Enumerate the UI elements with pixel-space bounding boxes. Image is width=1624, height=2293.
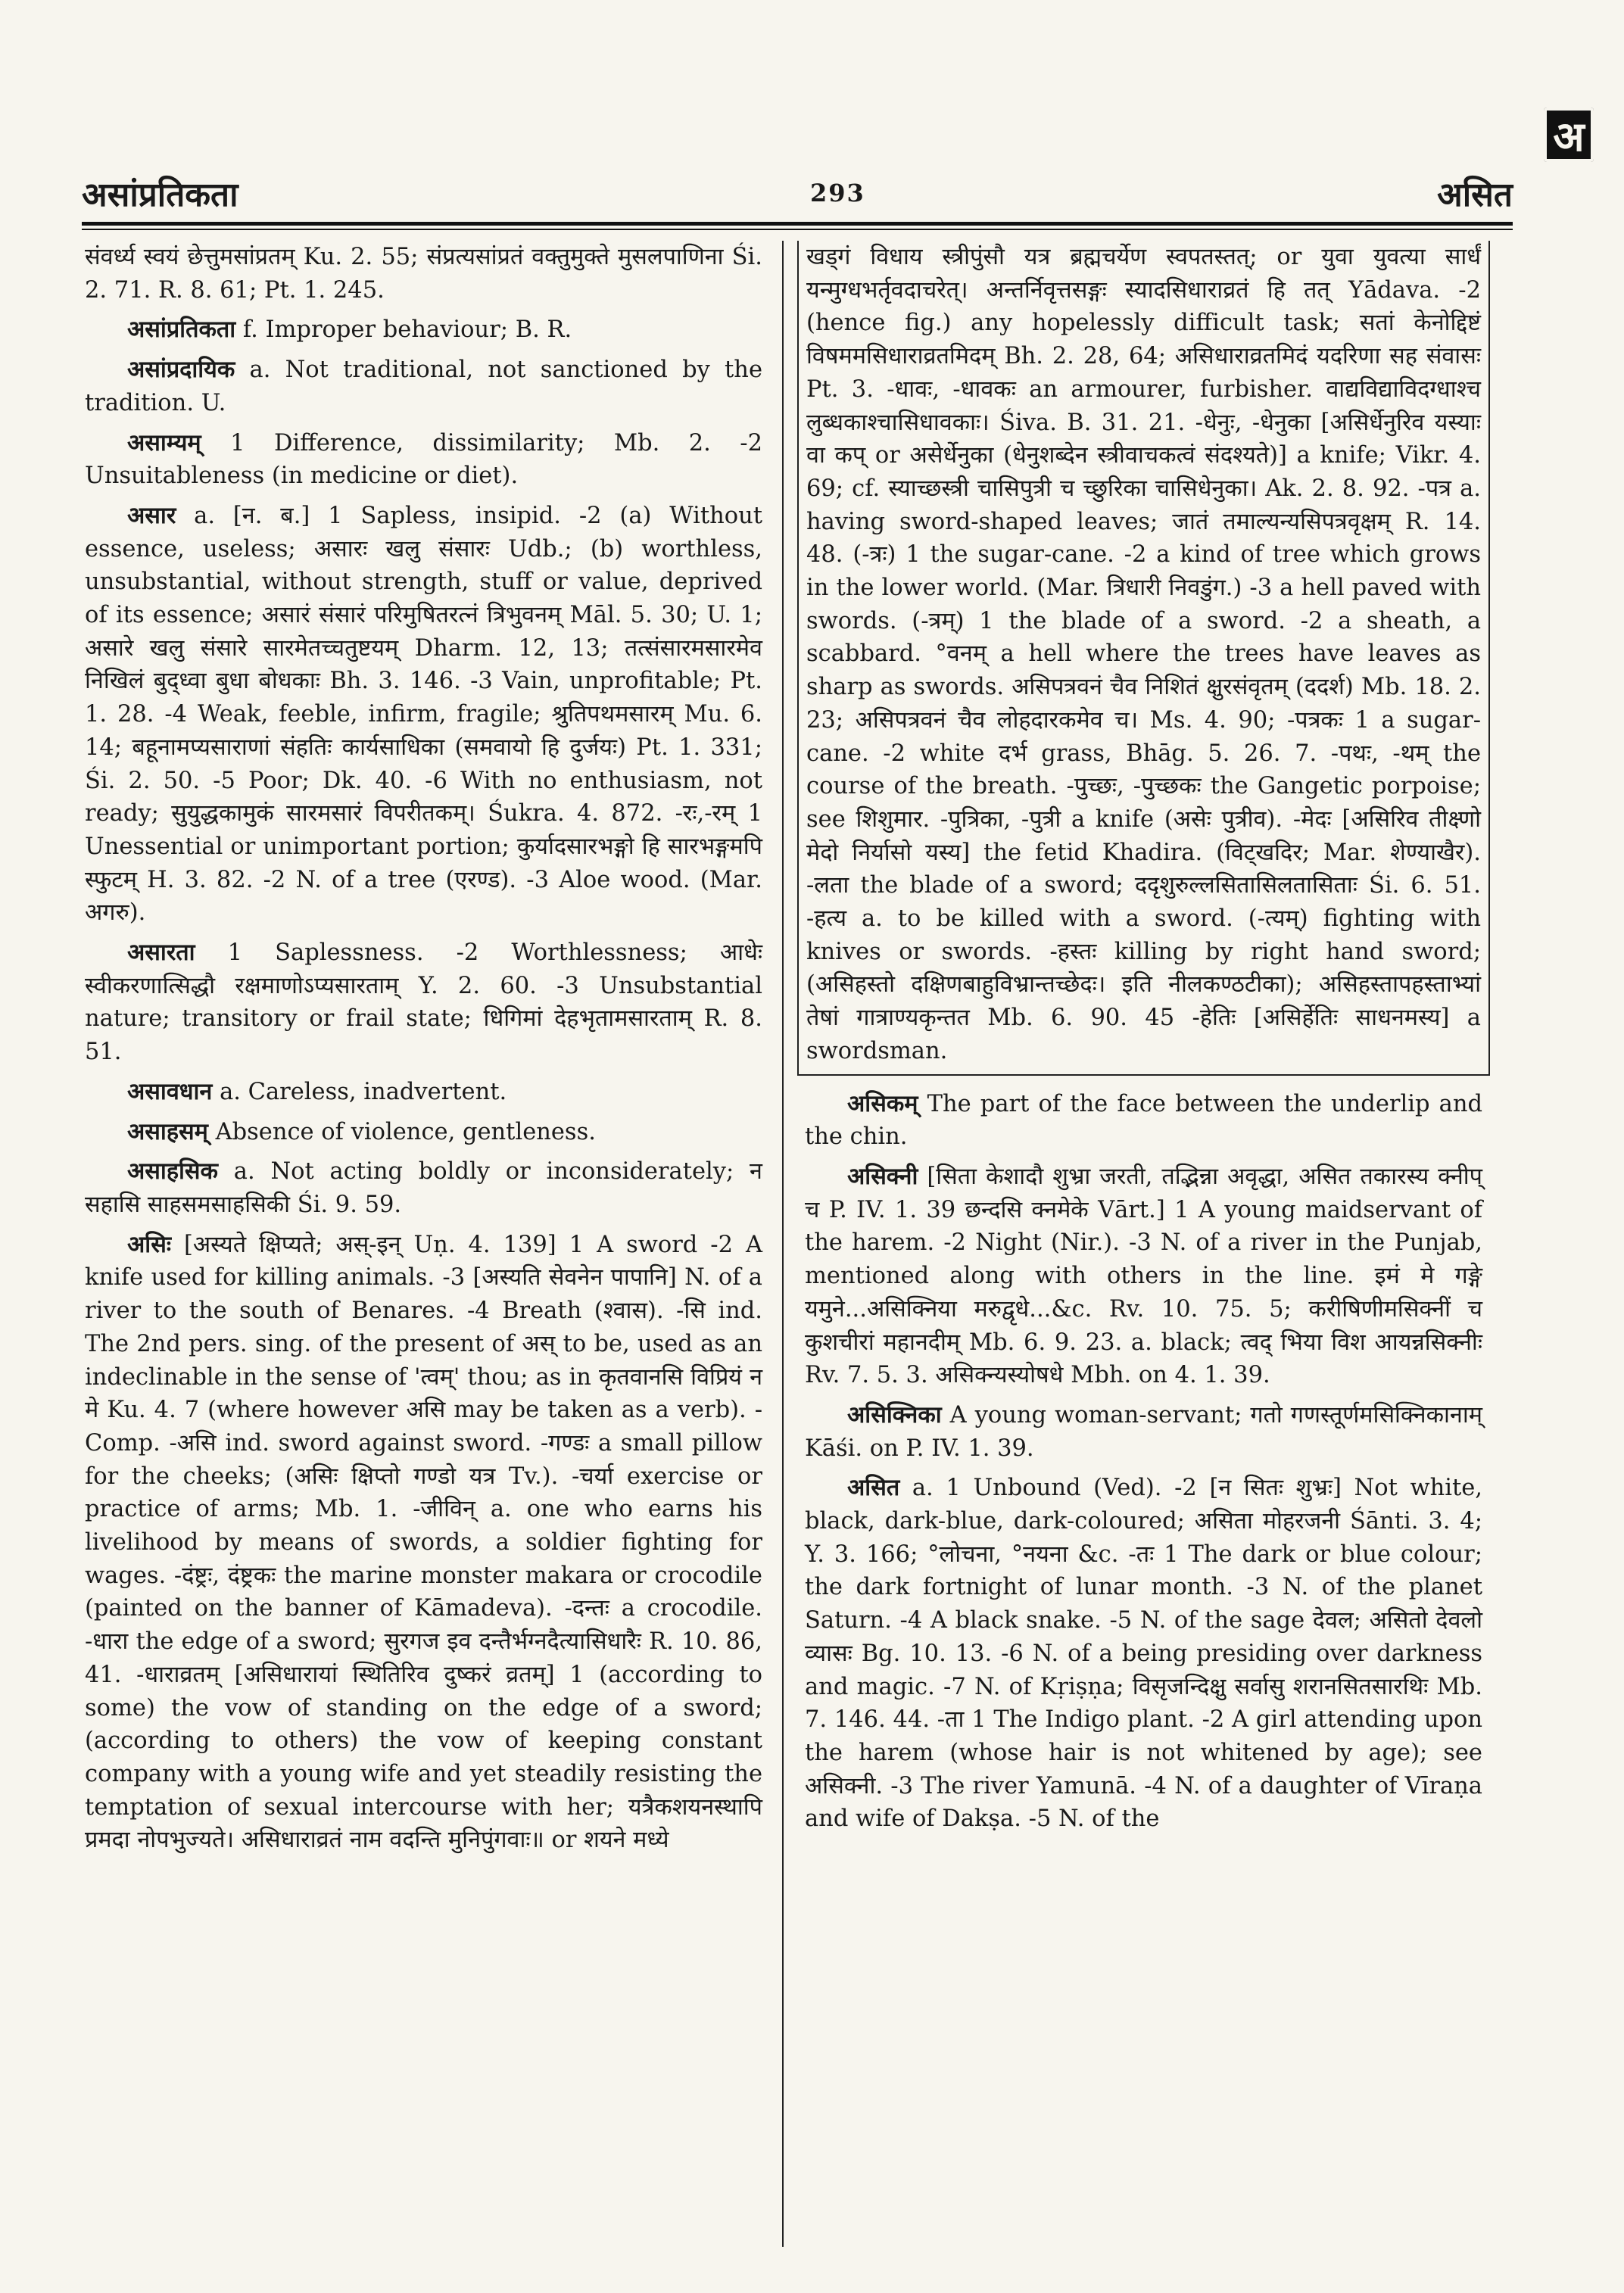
entry-text: f. Improper behaviour; B. R.: [242, 316, 572, 344]
entry-text: 1 Saplessness. -2 Worthlessness; आधेः स्वीकरणात्सिद्धौ रक्षमाणोऽप्यसारताम् Y. 2. 60. -3 Unsubstantial nature; transitory or frail state; धिगिमां देहभृतामसारताम् R. 8. 51.: [85, 939, 762, 1066]
right-running-headword: असित: [1437, 176, 1513, 214]
dictionary-entry: [85, 313, 762, 347]
thumb-index-letter: अ: [1544, 107, 1594, 162]
dictionary-entry: [85, 500, 762, 930]
entry-text: संवर्ध्य स्वयं छेत्तुमसांप्रतम् Ku. 2. 55; संप्रत्यसांप्रतं वक्तुमुक्ते मुसलपाणिना Śi. 2. 71. R. 8. 61; Pt. 1. 245.: [85, 244, 762, 304]
entry-text: 1 Difference, dissimilarity; Mb. 2. -2 Unsuitableness (in medicine or diet).: [85, 429, 762, 490]
entry-text: [अस्यते क्षिप्यते; अस्-इन् Uṇ. 4. 139] 1 A sword -2 A knife used for killing animals. -3 [अस्यति सेवनेन पापानि] N. of a river to the south of Benares. -4 Breath (श्वास). -सि ind. The 2nd pers. sing. of the present of अस् to be, used as an indeclinable in the sense of 'त्वम्' thou; as in कृतवानसि विप्रियं न मे Ku. 4. 7 (where however असि may be taken as a verb). -Comp. -असि ind. sword against sword. -गण्डः a small pillow for the cheeks; (असिः क्षिप्तो गण्डो यत्र Tv.). -चर्या exercise or practice of arms; Mb. 1. -जीविन् a. one who earns his livelihood by means of swords, a soldier fighting for wages. -दंष्ट्रः, दंष्ट्रकः the marine monster makara or crocodile (painted on the banner of Kāmadeva). -दन्तः a crocodile. -धारा the edge of a sword; सुरगज इव दन्तैर्भग्नदैत्यासिधारैः R. 10. 86, 41. -धाराव्रतम् [असिधारायां स्थितिरिव दुष्करं व्रतम्] 1 (according to some) the vow of standing on the edge of a sword; (according to others) the vow of keeping constant company with a young wife and yet steadily resisting the temptation of sexual intercourse with her; यत्रैकशयनस्थापि प्रमदा नोपभुज्यते। असिधाराव्रतं नाम वदन्ति मुनिपुंगवाः॥ or शयने मध्ये: [85, 1231, 762, 1854]
header-rule-thin: [82, 229, 1513, 230]
entry-continuation: [85, 241, 762, 307]
dictionary-entry: [85, 936, 762, 1069]
dictionary-entry: [85, 1155, 762, 1221]
left-running-headword: असांप्रतिकता: [82, 176, 238, 214]
headword: असिक्नी: [847, 1162, 918, 1190]
entry-text: खड्गं विधाय स्त्रीपुंसौ यत्र ब्रह्मचर्येण स्वपतस्तत्; or युवा युवत्या सार्धं यन्मुग्धभर्तृवदाचरेत्। अन्तर्निवृत्तसङ्गः स्यादसिधाराव्रतं हि तत् Yādava. -2 (hence fig.) any hopelessly difficult task; सतां केनोद्दिष्टं विषममसिधाराव्रतमिदम् Bh. 2. 28, 64; असिधाराव्रतमिदं यदरिणा सह संवासः Pt. 3. -धावः, -धावकः an armourer, furbisher. वाद्यविद्याविदग्धाश्च लुब्धकाश्चासिधावकाः। Śiva. B. 31. 21. -धेनुः, -धेनुका [असिर्धेनुरिव यस्याः वा कप् or असेर्धेनुका (धेनुशब्देन स्त्रीवाचकत्वं संदश्यते)] a knife; Vikr. 4. 69; cf. स्याच्छस्त्री चासिपुत्री च च्छुरिका चासिधेनुका। Ak. 2. 8. 92. -पत्र a. having sword-shaped leaves; जातं तमाल्यन्यसिपत्रवृक्षम् R. 14. 48. (-त्रः) 1 the sugar-cane. -2 a kind of tree which grows in the lower world. (Mar. त्रिधारी निवडुंग.) -3 a hell paved with swords. (-त्रम्) 1 the blade of a sword. -2 a sheath, a scabbard. °वनम् a hell where the trees have leaves as sharp as swords. असिपत्रवनं चैव निशितं क्षुरसंवृतम् (ददर्श) Mb. 18. 2. 23; असिपत्रवनं चैव लोहदारकमेव च। Ms. 4. 90; -पत्रकः 1 a sugar-cane. -2 white दर्भ grass, Bhāg. 5. 26. 7. -पथः, -थम् the course of the breath. -पुच्छः, -पुच्छकः the Gangetic porpoise; see शिशुमार. -पुत्रिका, -पुत्री a knife (असेः पुत्रीव). -मेदः [असिरिव तीक्ष्णो मेदो निर्यासो यस्य] the fetid Khadira. (विट्खदिर; Mar. शेण्याखैर). -लता the blade of a sword; ददृशुरुल्लसितासिलतासिताः Śi. 6. 51. -हत्य a. to be killed with a sword. (-त्यम्) fighting with knives or swords. -हस्तः killing by right hand sword; (असिहस्तो दक्षिणबाहुविभ्रान्तच्छेदः। इति नीलकण्ठटीका); असिहस्तापहस्ताभ्यां तेषां गात्राण्यकृन्तत Mb. 6. 90. 45 -हेतिः [असिर्हेतिः साधनमस्य] a swordsman.: [806, 244, 1481, 1064]
entry-text: [सिता केशादौ शुभ्रा जरती, तद्भिन्ना अवृद्धा, असित तकारस्य क्नीप् च P. IV. 1. 39 छन्दसि क्नमेके Vārt.] 1 A young maidservant of the harem. -2 Night (Nir.). -3 N. of a river in the Punjab, mentioned along with others in the line. इमं मे गङ्गे यमुने...असिक्निया मरुद्वृधे...&c. Rv. 10. 75. 5; करीषिणीमसिक्नीं च कुशचीरां महानदीम् Mb. 6. 9. 23. a. black; त्वद् भिया विश आयन्नसिक्नीः Rv. 7. 5. 3. असिक्न्यस्योषधे Mbh. on 4. 1. 39.: [805, 1163, 1482, 1389]
dictionary-entry: [805, 1399, 1482, 1465]
header-rule-thick: [82, 222, 1513, 226]
dictionary-entry: [85, 1116, 762, 1149]
page-number: 293: [809, 179, 865, 207]
entry-text: a. 1 Unbound (Ved). -2 [न सितः शुभ्रः] Not white, black, dark-blue, dark-coloured; असिता मोहरजनी Śānti. 3. 4; Y. 3. 166; °लोचना, °नयना &c. -तः 1 The dark or blue colour; the dark fortnight of lunar month. -3 N. of the planet Saturn. -4 A black snake. -5 N. of the sage देवल; असितो देवलो व्यासः Bg. 10. 13. -6 N. of a being presiding over darkness and magic. -7 N. of Kṛiṣṇa; विसृजन्दिक्षु सर्वासु शरानसितसारथिः Mb. 7. 146. 44. -ता 1 The Indigo plant. -2 A girl attending upon the harem (whose hair is not whitened by age); see असिक्नी. -3 The river Yamunā. -4 N. of a daughter of Vīraṇa and wife of Dakṣa. -5 N. of the: [805, 1475, 1482, 1833]
headword: असित: [847, 1474, 900, 1502]
headword: असाहसिक: [127, 1157, 218, 1185]
headword: असांप्रदायिक: [127, 356, 235, 384]
dictionary-entry: [805, 1472, 1482, 1836]
headword: असिक्निका: [847, 1400, 942, 1428]
dictionary-entry: [85, 1229, 762, 1857]
entry-text: A young woman-servant; गतो गणस्तूर्णमसिक्निकानाम् Kāśi. on P. IV. 1. 39.: [805, 1401, 1482, 1462]
dictionary-entry: [85, 354, 762, 419]
headword: असाहसम्: [127, 1117, 208, 1145]
entry-text: a. Not acting boldly or inconsiderately; न सहासि साहसमसाहसिकी Śi. 9. 59.: [85, 1158, 762, 1218]
headword: असाम्यम्: [127, 428, 201, 456]
entry-text: The part of the face between the underlip and the chin.: [805, 1090, 1482, 1151]
dictionary-entry: [85, 1076, 762, 1109]
headword: असार: [127, 501, 176, 529]
headword: असावधान: [127, 1077, 213, 1105]
left-column: [85, 241, 762, 1864]
right-column: [805, 241, 1482, 1843]
entry-continuation: [797, 241, 1490, 1076]
entry-text: a. Not traditional, not sanctioned by the tradition. U.: [85, 357, 762, 416]
entry-text: a. [न. ब.] 1 Sapless, insipid. -2 (a) Without essence, useless; असारः खलु संसारः Udb.; (b) worthless, unsubstantial, without strength, stuff or value, deprived of its essence; असारं संसारं परिमुषितरत्नं त्रिभुवनम् Māl. 5. 30; U. 1; असारे खलु संसारे सारमेतच्चतुष्टयम् Dharm. 12, 13; तत्संसारमसारमेव निखिलं बुद्ध्वा बुधा बोधकाः Bh. 3. 146. -3 Vain, unprofitable; Pt. 1. 28. -4 Weak, feeble, infirm, fragile; श्रुतिपथमसारम् Mu. 6. 14; बहूनामप्यसाराणां संहतिः कार्यसाधिका (समवायो हि दुर्जयः) Pt. 1. 331; Śi. 2. 50. -5 Poor; Dk. 40. -6 With no enthusiasm, not ready; सुयुद्धकामुकं सारमसारं विपरीतकम्। Śukra. 4. 872. -रः,-रम् 1 Unessential or unimportant portion; कुर्यादसारभङ्गो हि सारभङ्गमपि स्फुटम् H. 3. 82. -2 N. of a tree (एरण्ड). -3 Aloe wood. (Mar. अगरु).: [85, 502, 762, 927]
headword: असिकम्: [847, 1089, 918, 1117]
dictionary-entry: [805, 1088, 1482, 1154]
column-divider: [782, 241, 784, 2247]
entry-text: a. Careless, inadvertent.: [220, 1078, 507, 1105]
headword: असिः: [127, 1230, 171, 1258]
page-header: [82, 167, 1513, 220]
headword: असारता: [127, 939, 195, 967]
entry-text: Absence of violence, gentleness.: [215, 1118, 596, 1145]
headword: असांप्रतिकता: [127, 316, 236, 344]
dictionary-entry: [85, 427, 762, 493]
dictionary-entry: [805, 1161, 1482, 1392]
